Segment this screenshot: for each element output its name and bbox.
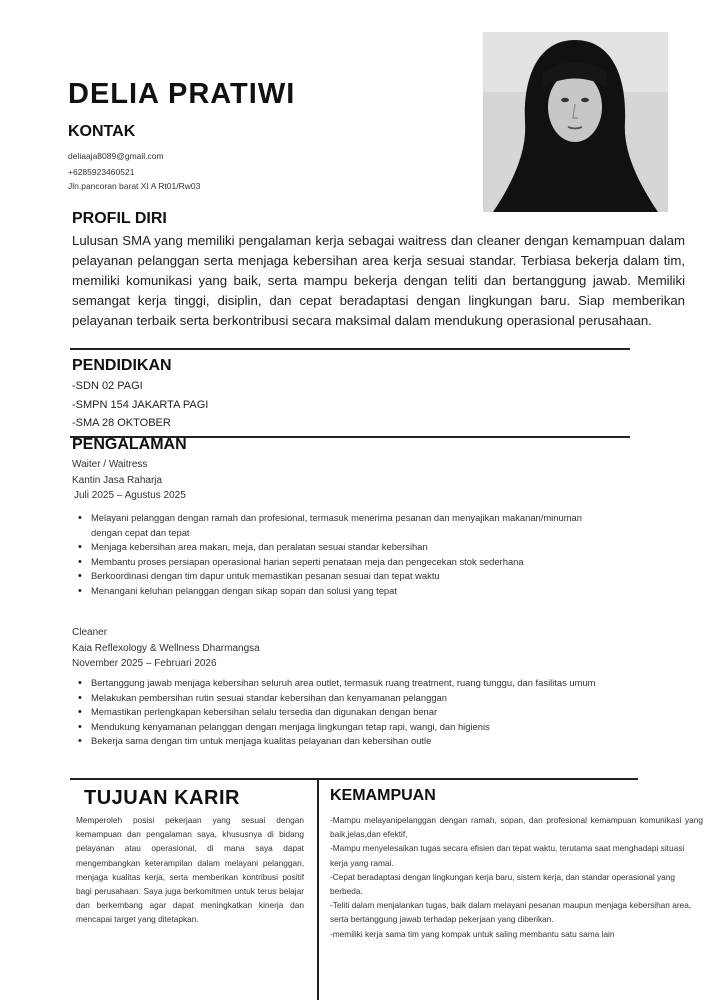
job-role: Waiter / Waitress (72, 459, 148, 470)
section-divider (70, 778, 638, 780)
career-goal-text: Memperoleh posisi pekerjaan yang sesuai dengan kemampuan dan pengalaman saya, khususnya di bidang pelayanan atau operasional, di mana saya dapat mengembangkan keterampilan dalam melayani pelanggan, menjaga kualitas kerja, serta memberikan kontribusi positif bagi perusahaan. Saya juga berkomitmen untuk terus belajar dan berkembang agar dapat meningkatkan kinerja dan mencapai target yang ditetapkan. (76, 815, 304, 925)
candidate-name: DELIA PRATIWI (68, 78, 296, 110)
job-period: Juli 2025 – Agustus 2025 (74, 490, 186, 501)
education-item: -SMPN 154 JAKARTA PAGI (72, 399, 209, 411)
list-item: • Berkoordinasi dengan tim dapur untuk memastikan pesanan sesuai dan tepat waktu (91, 569, 591, 584)
education-heading: PENDIDIKAN (72, 357, 172, 374)
skill-item: -memiliki kerja sama tim yang kompak untuk saling membantu satu sama lain (330, 928, 615, 939)
education-item: -SDN 02 PAGI (72, 380, 143, 392)
list-item: • Menangani keluhan pelanggan dengan sikap sopan dan solusi yang tepat (91, 584, 591, 599)
skill-item: -Teliti dalam menjalankan tugas, baik dalam melayani pesanan maupun menjaga kebersihan area, serta bertanggung jawab terhadap pekerjaan yang diberikan. (330, 900, 692, 925)
section-divider (70, 348, 630, 350)
list-item: • Membantu proses persiapan operasional harian seperti penataan meja dan pengecekan stok sederhana (91, 555, 591, 570)
career-goal-heading: TUJUAN KARIR (84, 787, 240, 809)
education-item: -SMA 28 OKTOBER (72, 417, 171, 429)
contact-phone: +6285923460521 (68, 167, 135, 177)
list-item: • Bertanggung jawab menjaga kebersihan seluruh area outlet, termasuk ruang treatment, ruang tunggu, dan fasilitas umum (91, 676, 631, 691)
portrait-photo-icon (483, 32, 668, 212)
list-item: • Bekerja sama dengan tim untuk menjaga kualitas pelayanan dan kebersihan outle (91, 734, 631, 749)
job-company: Kantin Jasa Raharja (72, 475, 163, 486)
list-item: • Mendukung kenyamanan pelanggan dengan menjaga lingkungan tetap rapi, wangi, dan higienis (91, 720, 631, 735)
column-divider (317, 779, 319, 1000)
skills-heading: KEMAMPUAN (330, 787, 436, 804)
experience-heading: PENGALAMAN (72, 436, 187, 453)
job-duties-list (75, 676, 631, 749)
skills-list (330, 813, 703, 941)
skill-item: -Mampu melayanipelanggan dengan ramah, sopan, dan profesional kemampuan komunikasi yang baik,jelas,dan efektif, (330, 815, 703, 840)
list-item: • Menjaga kebersihan area makan, meja, dan peralatan sesuai standar kebersihan (91, 540, 591, 555)
list-item: • Memastikan perlengkapan kebersihan selalu tersedia dan digunakan dengan benar (91, 705, 631, 720)
profile-summary: Lulusan SMA yang memiliki pengalaman kerja sebagai waitress dan cleaner dengan kemampuan dalam pelayanan pelanggan serta menjaga kebersihan area kerja sesuai standar. Terbiasa bekerja dalam tim, memiliki komunikasi yang baik, serta mampu bekerja dengan teliti dan bertanggung jawab. Memiliki semangat kerja tinggi, disiplin, dan cepat beradaptasi dengan lingkungan baru. Siap memberikan pelayanan terbaik serta berkontribusi secara maksimal dalam mendukung operasional perusahaan. (72, 233, 685, 328)
profile-heading: PROFIL DIRI (72, 210, 167, 227)
list-item: • Melayani pelanggan dengan ramah dan profesional, termasuk menerima pesanan dan menyajikan makanan/minuman dengan cepat dan tepat (91, 511, 591, 540)
list-item: • Melakukan pembersihan rutin sesuai standar kebersihan dan kenyamanan pelanggan (91, 691, 631, 706)
job-period: November 2025 – Februari 2026 (72, 658, 217, 669)
skill-item: -Cepat beradaptasi dengan lingkungan kerja baru, sistem kerja, dan standar operasional yang berbeda. (330, 871, 676, 897)
job-company: Kaia Reflexology & Wellness Dharmangsa (72, 643, 260, 654)
skill-item: -Mampu menyelesaikan tugas secara efisien dan tepat waktu, terutama saat menghadapi situasi kerja yang ramai. (330, 843, 685, 868)
job-role: Cleaner (72, 627, 108, 638)
contact-address: Jln.pancoran barat XI A Rt01/Rw03 (68, 181, 201, 191)
contact-heading: KONTAK (68, 123, 136, 140)
contact-email: deliaaja8089@gmail.com (68, 151, 164, 161)
profile-photo (483, 32, 668, 212)
job-duties-list (75, 511, 591, 598)
